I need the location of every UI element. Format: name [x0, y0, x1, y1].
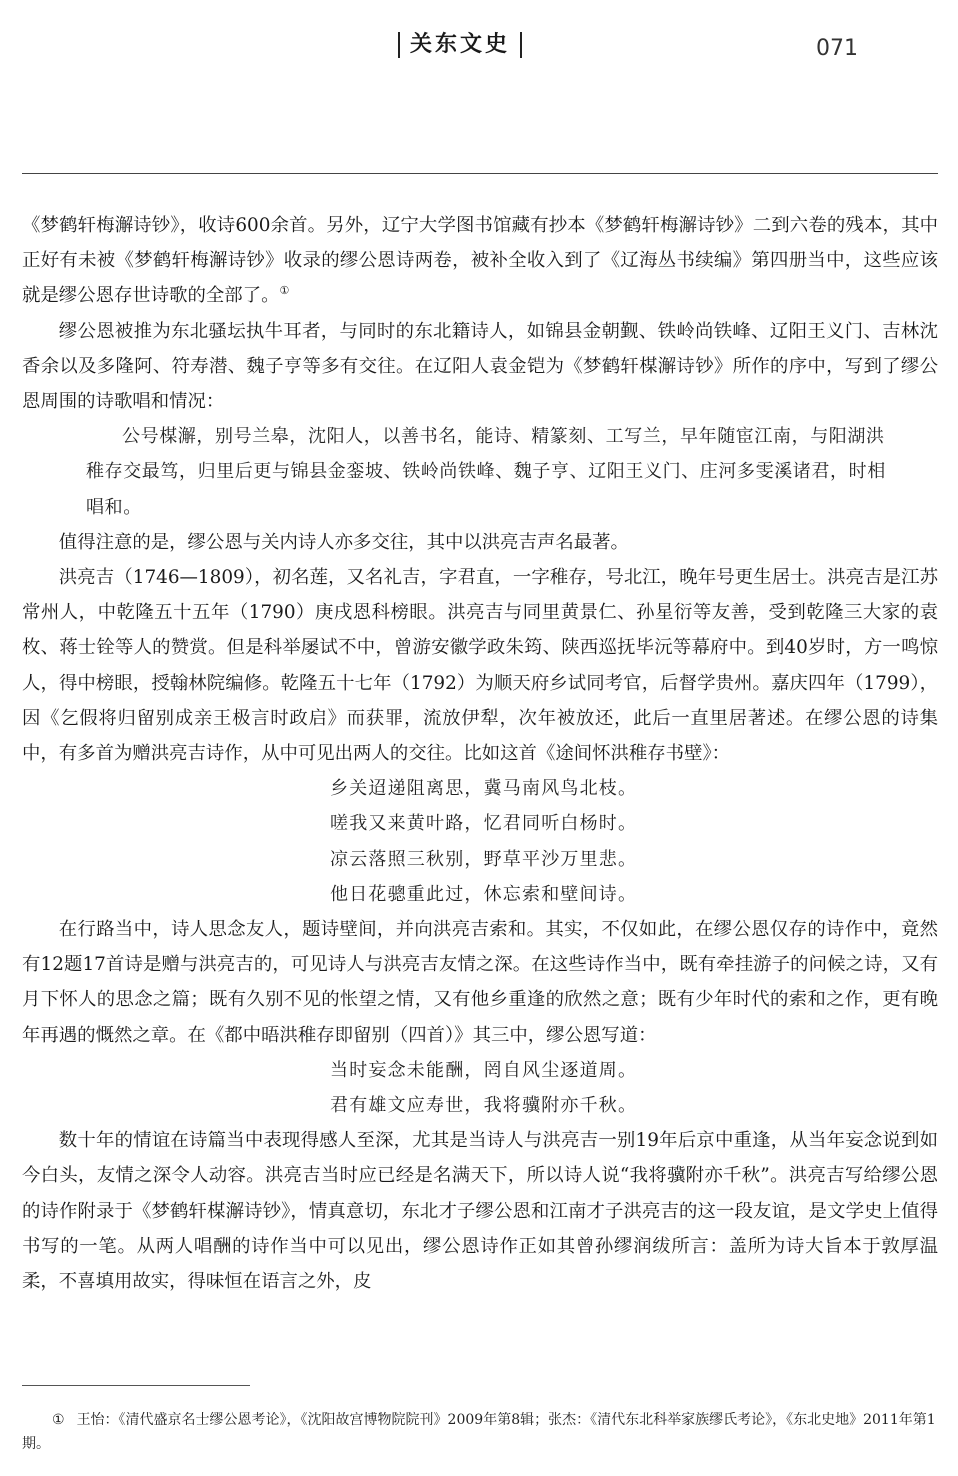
paragraph: 缪公恩被推为东北骚坛执牛耳者，与同时的东北籍诗人，如锦县金朝觐、铁岭尚铁峰、辽阳王义门、吉林沈香余以及多隆阿、符寿潜、魏子亨等多有交往。在辽阳人袁金铠为《梦鹤轩楳澥诗钞》所作的序中，写到了缪公恩周围的诗歌唱和情况：	[22, 320, 938, 413]
footnote-reference: ①	[279, 284, 290, 298]
page-number: 071	[816, 36, 858, 61]
paragraph: 洪亮吉（1746—1809），初名莲，又名礼吉，字君直，一字稚存，号北江，晚年号更生居士。洪亮吉是江苏常州人，中乾隆五十五年（1790）庚戌恩科榜眼。洪亮吉与同里黄景仁、孙星衍等友善，受到乾隆三大家的袁枚、蒋士铨等人的赞赏。但是科举屡试不中，曾游安徽学政朱筠、陕西巡抚毕沅等幕府中。到40岁时，方一鸣惊人，得中榜眼，授翰林院编修。乾隆五十七年（1792）为顺天府乡试同考官，后督学贵州。嘉庆四年（1799），因《乞假将归留别成亲王极言时政启》而获罪，流放伊犁，次年被放还，此后一直里居著述。在缪公恩的诗集中，有多首为赠洪亮吉诗作，从中可见出两人的交往。比如这首《途间怀洪稚存书壁》：	[22, 567, 938, 765]
block-quote: 公号楳澥，别号兰皋，沈阳人，以善书名，能诗、精篆刻、工写兰，早年随宦江南，与阳湖洪稚存交最笃，归里后更与锦县金銮坡、铁岭尚铁峰、魏子亨、辽阳王义门、庄河多雯溪诸君，时相唱和。	[86, 426, 886, 518]
paragraph-text: 《梦鹤轩梅澥诗钞》，收诗600余首。另外，辽宁大学图书馆藏有抄本《梦鹤轩梅澥诗钞》二到六卷的残本，其中正好有未被《梦鹤轩梅澥诗钞》收录的缪公恩诗两卷，被补全收入到了《辽海丛书续编》第四册当中，这些应该就是缪公恩存世诗歌的全部了。	[22, 215, 938, 307]
footnote-text: 王怡：《清代盛京名士缪公恩考论》，《沈阳故宫博物院院刊》2009年第8辑；张杰：《清代东北科举家族缪氏考论》，《东北史地》2011年第1期。	[22, 1412, 936, 1452]
poem-block	[22, 771, 938, 912]
footnote-marker: ①	[52, 1412, 65, 1428]
article-body	[22, 208, 938, 1299]
poem-line: 嗟我又来黄叶路，忆君同听白杨时。	[330, 813, 638, 835]
poem-line: 君有雄文应寿世，我将骥附亦千秋。	[330, 1095, 638, 1117]
paragraph	[22, 208, 938, 314]
header-divider	[22, 173, 938, 174]
footnote-divider	[22, 1385, 250, 1386]
journal-title: 关东文史	[398, 32, 522, 58]
poem-line: 乡关迢递阻离思，冀马南风鸟北枝。	[330, 778, 638, 800]
paragraph: 值得注意的是，缪公恩与关内诗人亦多交往，其中以洪亮吉声名最著。	[58, 531, 629, 553]
poem-block	[22, 1053, 938, 1123]
paragraph: 数十年的情谊在诗篇当中表现得感人至深，尤其是当诗人与洪亮吉一别19年后京中重逢，从当年妄念说到如今白头，友情之深令人动容。洪亮吉当时应已经是名满天下，所以诗人说“我将骥附亦千秋”。洪亮吉写给缪公恩的诗作附录于《梦鹤轩楳澥诗钞》，情真意切，东北才子缪公恩和江南才子洪亮吉的这一段友谊，是文学史上值得书写的一笔。从两人唱酬的诗作当中可以见出，缪公恩诗作正如其曾孙缪润绂所言：盖所为诗大旨本于敦厚温柔，不喜填用故实，得味恒在语言之外，皮	[22, 1130, 938, 1293]
poem-line: 凉云落照三秋别，野草平沙万里悲。	[330, 848, 638, 870]
page-header	[0, 28, 958, 68]
poem-line: 当时妄念未能酬，罔自风尘逐道周。	[330, 1059, 638, 1081]
paragraph: 在行路当中，诗人思念友人，题诗壁间，并向洪亮吉索和。其实，不仅如此，在缪公恩仅存的诗作中，竟然有12题17首诗是赠与洪亮吉的，可见诗人与洪亮吉友情之深。在这些诗作当中，既有牵挂游子的问候之诗，又有月下怀人的思念之篇；既有久别不见的怅望之情，又有他乡重逢的欣然之意；既有少年时代的索和之作，更有晚年再遇的慨然之章。在《都中晤洪稚存即留别（四首）》其三中，缪公恩写道：	[22, 919, 938, 1046]
footnote	[22, 1408, 938, 1456]
poem-line: 他日花骢重此过，休忘索和壁间诗。	[330, 883, 638, 905]
